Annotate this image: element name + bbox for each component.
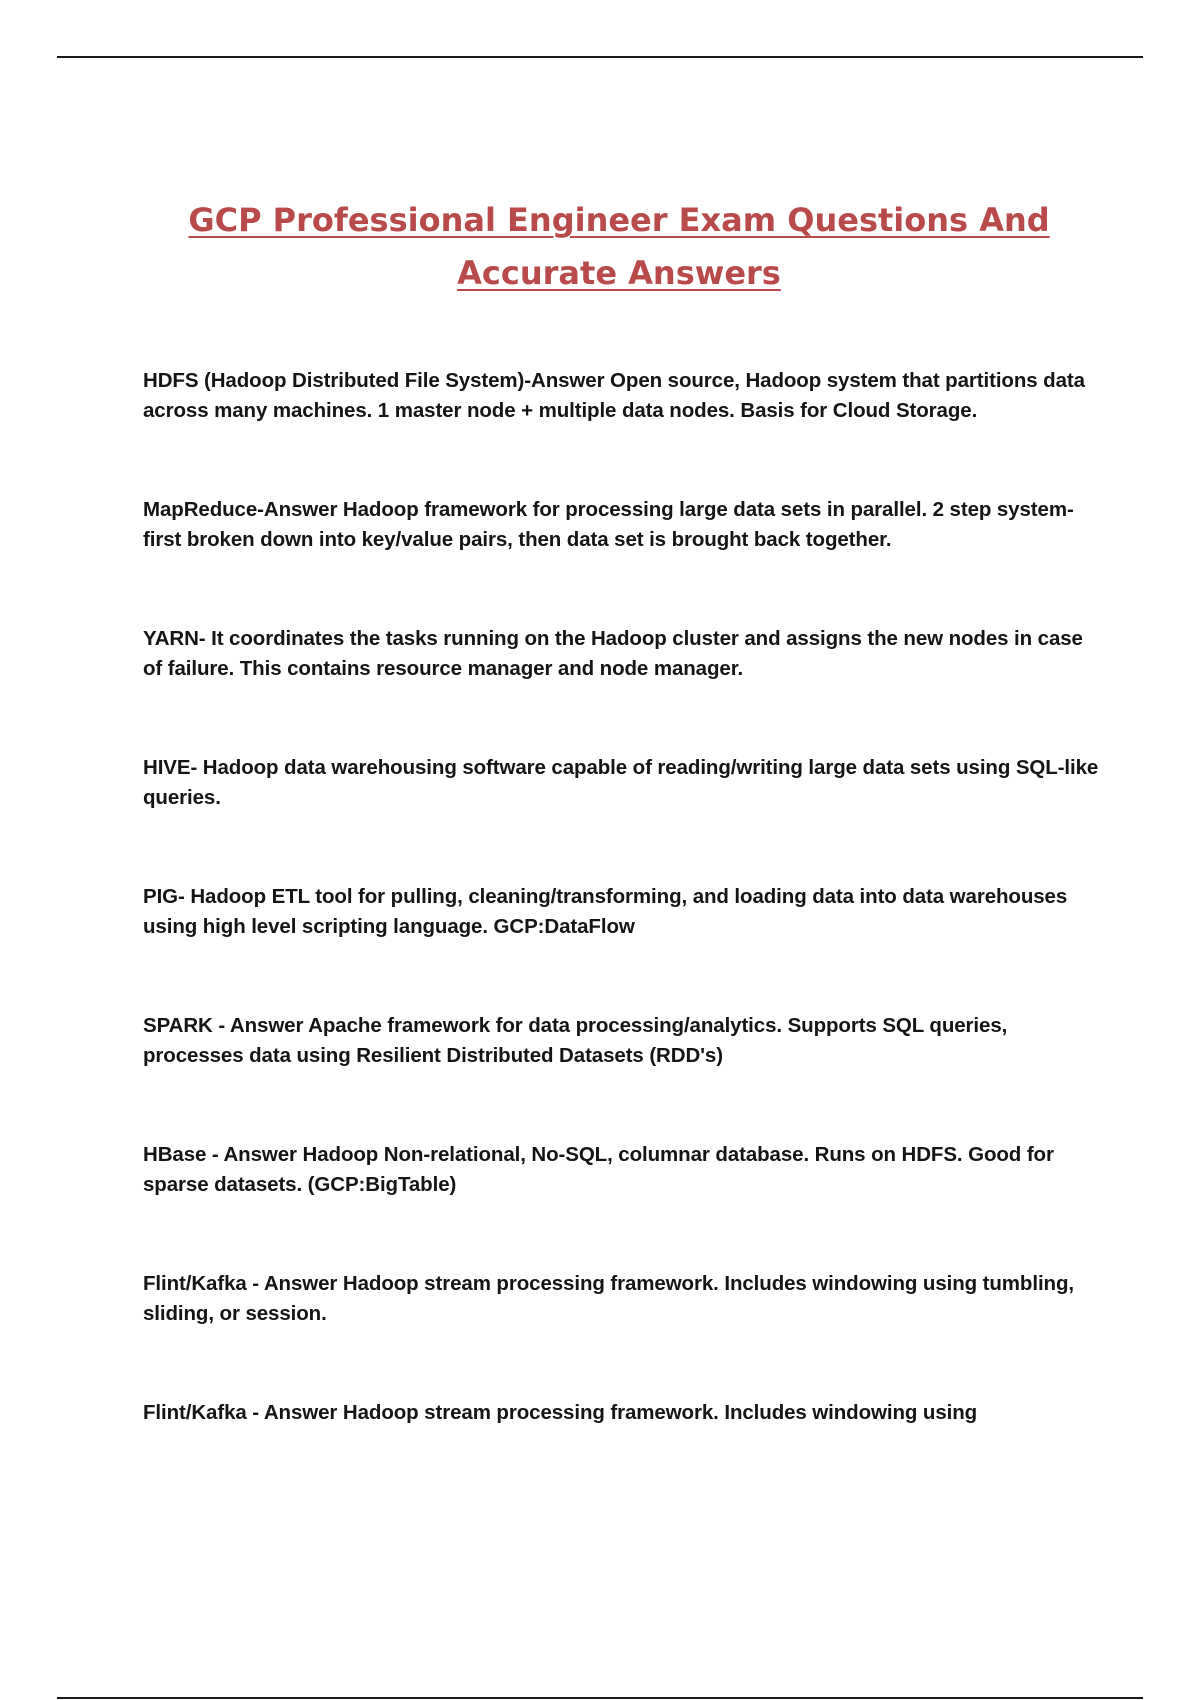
document-title: [150, 194, 1088, 300]
qa-list: [143, 366, 1103, 1498]
qa-item-hive: HIVE- Hadoop data warehousing software capable of reading/writing large data sets using SQL-like queries.: [143, 756, 1099, 809]
qa-item-yarn: YARN- It coordinates the tasks running on the Hadoop cluster and assigns the new nodes in case of failure. This contains resource manager and node manager.: [143, 627, 1083, 680]
qa-item-flint-kafka-repeat: Flint/Kafka - Answer Hadoop stream processing framework. Includes windowing using: [143, 1401, 978, 1424]
top-rule: [57, 56, 1143, 58]
qa-item-flint-kafka: Flint/Kafka - Answer Hadoop stream processing framework. Includes windowing using tumbling, sliding, or session.: [143, 1272, 1074, 1325]
qa-item-mapreduce: MapReduce-Answer Hadoop framework for processing large data sets in parallel. 2 step system- first broken down into key/value pairs, then data set is brought back together.: [143, 498, 1074, 551]
bottom-rule: [57, 1697, 1143, 1699]
title-line-1: GCP Professional Engineer Exam Questions And: [188, 201, 1050, 239]
qa-item-pig: PIG- Hadoop ETL tool for pulling, cleaning/transforming, and loading data into data warehouses using high level scripting language. GCP:DataFlow: [143, 885, 1068, 938]
title-line-2: Accurate Answers: [457, 254, 781, 292]
qa-item-spark: SPARK - Answer Apache framework for data processing/analytics. Supports SQL queries, processes data using Resilient Distributed Datasets (RDD's): [143, 1014, 1008, 1067]
qa-item-hbase: HBase - Answer Hadoop Non-relational, No-SQL, columnar database. Runs on HDFS. Good for sparse datasets. (GCP:BigTable): [143, 1143, 1054, 1196]
qa-item-hdfs: HDFS (Hadoop Distributed File System)-Answer Open source, Hadoop system that partitions data across many machines. 1 master node + multiple data nodes. Basis for Cloud Storage.: [143, 369, 1085, 422]
